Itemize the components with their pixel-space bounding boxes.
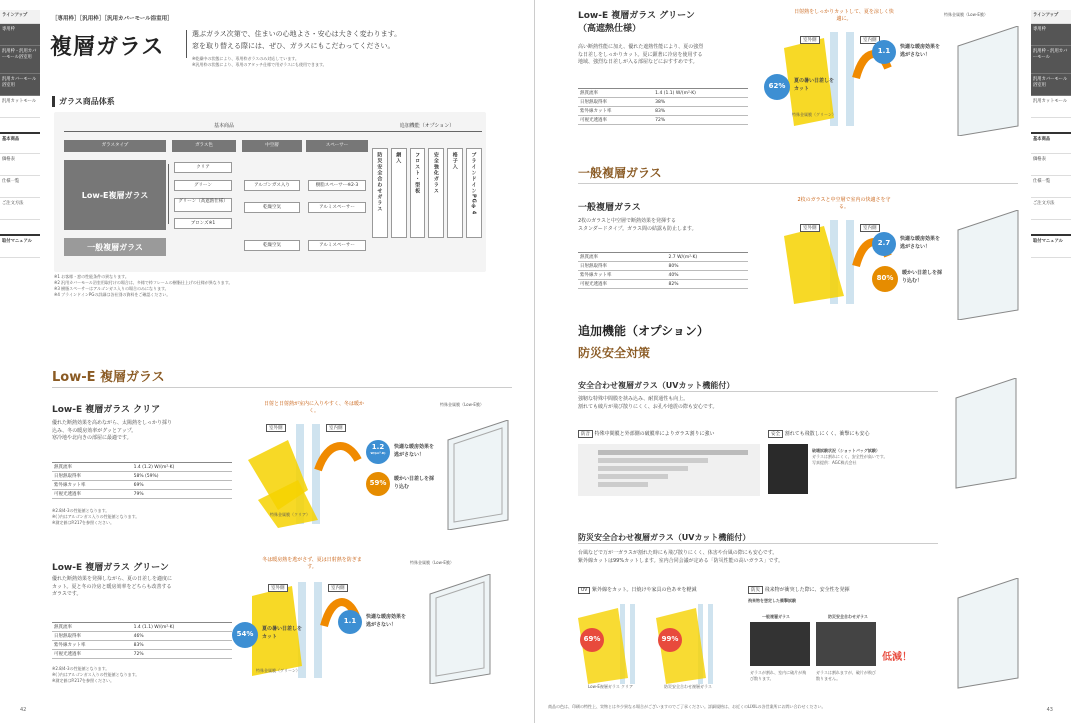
option-title: 追加機能（オプション） (578, 324, 709, 338)
col-glass-type: ガラスタイプ (64, 140, 166, 152)
left-tab-strip (0, 10, 40, 258)
normal-outdoor: 室外側 (800, 224, 820, 232)
tab-basic[interactable]: 基本商品 (0, 132, 40, 154)
page-number-left: 42 (20, 707, 27, 713)
bousai-diagram (578, 598, 738, 694)
page-title: 複層ガラス (50, 35, 165, 60)
uv-feature-2: 安全 割れても飛散しにくく、衝撃にも安心 (768, 430, 870, 438)
normal-badge-1: 2.7 (872, 232, 896, 256)
ghi-badge-2: 1.1 (872, 40, 896, 64)
clear-spec-table: 熱貫流率 1.4 (1.2) W/(m²·K) 日射熱取得率 58% (59%) 紫外線カット率 69% 可視光透過率 79% (52, 462, 232, 499)
uv-window (946, 378, 1026, 498)
ghi-badge-1: 62% (764, 74, 790, 100)
bousai-g2: 防災安全合わせ複層ガラス (664, 684, 712, 689)
lead-text: 選ぶガラス次第で、住まいの心地よさ・安心は大きく変わります。 窓を取り替える際には、ぜひ、ガラスにもこだわってください。 (192, 30, 402, 50)
col-glass-color: ガラス色 (172, 140, 236, 152)
uv-feature-1: 防音 特殊中間膜と外部側の破膜率によりガラス割りに強い (578, 430, 714, 438)
bousai-col2: 防災安全合わせガラス (828, 614, 868, 619)
clear-badge-2: 59% (366, 472, 390, 496)
clear-desc: 優れた断熱効果を高めながら、太陽熱をしっかり採り 込み、冬の暖房効率がグッとアップ。 寒冷地や北向きの部屋に最適です。 (52, 420, 173, 441)
clear-layer-label: 特殊金属膜（クリア） (270, 512, 310, 517)
opt-3: 安全強化ガラス (432, 152, 439, 194)
normal-spec-table: 熱貫流率 2.7 W/(m²·K) 日射熱取得率 80% 紫外線カット率 40% 可視光透過率 82% (578, 252, 748, 289)
layer-dry: 乾燥空気 (244, 202, 300, 213)
clear-glass-diagram (248, 400, 398, 530)
tab-general[interactable]: 汎用枠・汎用カバーモール浴室用 (0, 46, 40, 74)
tab-manual[interactable]: 取付マニュアル (0, 234, 40, 258)
clear-notes: ※2.8/4-3の性能値となります。 ※( )内はアルゴンガス入りの性能値となります。 ※測定値はP.217を参照ください。 (52, 508, 140, 525)
green-desc: 優れた断熱効果を発揮しながら、夏の日差しを適度に カット。夏と冬の冷房と暖房効率をどちらも改善する ガラスです。 (52, 576, 173, 597)
option-header: 追加機能（オプション） (372, 122, 482, 132)
rtab-basic[interactable]: 基本商品 (1031, 132, 1071, 154)
green-badge-2: 1.1 (338, 610, 362, 634)
bousai-title: 防災安全合わせ複層ガラス（UVカット機能付） (578, 532, 938, 544)
tab-spec[interactable]: 仕様一覧 (0, 176, 40, 198)
outdoor-label: 室外側 (266, 424, 286, 432)
lowe-section-title: Low-E 複層ガラス (52, 366, 512, 388)
bousai-sub: 飛来物を想定した衝撃試験 (748, 598, 796, 603)
green-title: Low-E 複層ガラス グリーン (52, 563, 169, 573)
left-page (0, 0, 535, 723)
clear-caption: 日射と日射熱が室内に入りやすく、冬は暖かく。 (264, 401, 364, 414)
bousai-reduce: 低減！ (882, 652, 912, 663)
ghi-diagram (764, 8, 924, 128)
bousai-desc: 台風などで万が一ガラスが割れた時にも飛び散りにくく、体害や台風の際にも安心です。 紫外線カットは99%カットします。室内合同会議が定める「防災性能の高いガラス」です。 (578, 550, 784, 564)
green-badge-1-text: 夏の暑い日差しをカット (262, 626, 303, 640)
clear-window-illustration (438, 420, 518, 530)
rtab-cutmold[interactable]: 汎用カットモール (1031, 96, 1071, 118)
bousai-photo-2 (816, 622, 876, 666)
tab-order[interactable]: ご注文方法 (0, 198, 40, 220)
normal-caption: 2枚のガラスと中空層で室内の快適さを守る。 (797, 197, 891, 210)
clear-badge-1: 1.2 W/(m²·K) (366, 440, 390, 464)
frame-tag: ［専用枠］［汎用枠］［汎用カバーモール浴室用］ (52, 16, 173, 22)
uv-desc: 強靭な特殊中間膜を挟み込み、耐貫通性も向上。 割れても破片が飛び散りにくく、お孔や地震の際も安心です。 (578, 396, 718, 410)
opt-0: 防災安全合わせガラス (376, 152, 383, 212)
normal-indoor: 室内側 (860, 224, 880, 232)
uv-bar-chart (578, 444, 760, 496)
uv-photo-caption: 破壊試験状況（ショットバッグ試験） ガラスは割れにくく、安全性が高いです。 写真提供：AGC株式会社 (812, 448, 888, 465)
ghi-badge-1-text: 夏の暑い日差しをカット (794, 78, 835, 92)
rtab-order[interactable]: ご注文方法 (1031, 198, 1071, 220)
normal-section-title: 一般複層ガラス (578, 164, 1018, 184)
normal-badge-2: 80% (872, 266, 898, 292)
lowe-type-box: Low-E複層ガラス (64, 160, 166, 230)
normal-desc: 2枚のガラスと中空層で断熱効果を発揮する スタンダードタイプ。ガラス間の結露も防止します。 (578, 218, 697, 232)
bousai-badge-2: 99% (658, 628, 682, 652)
ghi-desc: 高い断熱性能に加え、優れた遮熱性能により、夏の強烈 な日差しをしっかりカット。夏に顕著に冷房を使用する 地域、強烈な日差しが入る部屋などにおすすめです。 (578, 44, 704, 65)
bousai-cap2: ガラスは割れますが、破片が飛び散りません。 (816, 670, 876, 681)
ghi-window (948, 26, 1028, 136)
footer-note: 商品の色は、印刷の特性上、実物とは多少異なる場合がございますのでご了承ください。詳細規格は、お近くのLIXILの各営業所にお問い合わせください。 (548, 704, 826, 709)
ghi-title: Low-E 複層ガラス グリーン （高遮熱仕様） (578, 11, 695, 34)
clear-badge-1-text: 快適な暖房効果を逃がさない！ (394, 444, 435, 458)
indoor-label: 室内側 (326, 424, 346, 432)
layer-dry-normal: 乾燥空気 (244, 240, 300, 251)
color-green-hi: グリーン（高遮熱仕様） (174, 198, 232, 212)
uv-test-photo (768, 444, 808, 494)
rtab-spec[interactable]: 仕様一覧 (1031, 176, 1071, 198)
opt-5: ブラインドインPG※4 (470, 152, 477, 216)
title-notes: ※乾燥中の状態により、専用枠ガラスのみ対応しています。 ※汎用枠の状態により、専用のアタッチ仕様で用ガラスにも使用できます。 (192, 56, 327, 67)
green-window-illustration (420, 574, 500, 684)
clear-title: Low-E 複層ガラス クリア (52, 405, 161, 415)
bousai-badge-1: 69% (580, 628, 604, 652)
normal-badge-2-text: 暖かい日差しを採り込む！ (902, 270, 943, 284)
safety-title: 防災安全対策 (578, 346, 651, 360)
base-products-header: 基本商品 (64, 122, 384, 132)
normal-badge-1-text: 快適な暖房効果を逃がさない！ (900, 236, 941, 250)
bousai-photo-1 (750, 622, 810, 666)
green-caption: 冬は暖房熱を逃がさず、夏は日射熱を防ぎます。 (262, 557, 362, 570)
green-spec-label: 特殊金属膜（Low-E膜） (410, 560, 454, 565)
tab-dedicated[interactable]: 専用枠 (0, 24, 40, 46)
green-outdoor-label: 室外側 (268, 584, 288, 592)
clear-spec-label: 特殊金属膜（Low-E膜） (440, 402, 484, 407)
right-page (536, 0, 1071, 723)
green-badge-2-text: 快適な暖房効果を逃がさない！ (366, 614, 407, 628)
rtab-dedicated[interactable]: 専用枠 (1031, 24, 1071, 46)
rtab-manual[interactable]: 取付マニュアル (1031, 234, 1071, 258)
ghi-layer: 特殊金属膜（グリーン） (792, 112, 836, 117)
ghi-spec-table: 熱貫流率 1.4 (1.1) W/(m²·K) 日射熱取得率 38% 紫外線カット率 83% 可視光透過率 72% (578, 88, 748, 125)
ghi-badge-2-text: 快適な暖房効果を逃がさない！ (900, 44, 941, 58)
bousai-sec-feature: 防災 飛来物が衝突した際に、安全性を発揮 (748, 586, 850, 594)
bousai-window (948, 578, 1028, 694)
opt-4: 格子入 (451, 152, 458, 170)
color-bronze: ブロンズ※1 (174, 218, 232, 229)
bousai-col1: 一般複層ガラス (762, 614, 790, 619)
tab-price[interactable]: 価格表 (0, 154, 40, 176)
normal-type-box: 一般複層ガラス (64, 238, 166, 256)
rtab-covermold[interactable]: 汎用カバーモール浴室用 (1031, 74, 1071, 96)
tab-cutmold[interactable]: 汎用カットモール (0, 96, 40, 118)
col-air-layer: 中空層 (242, 140, 302, 152)
page-number-right: 43 (1046, 707, 1053, 713)
spacer-aluminum: アルミスペーサー (308, 202, 366, 213)
normal-window (948, 210, 1028, 320)
color-green: グリーン (174, 180, 232, 191)
spacer-aluminum-normal: アルミスペーサー (308, 240, 366, 251)
clear-badge-2-text: 暖かい日差しを採り込む (394, 476, 435, 490)
green-spec-table: 熱貫流率 1.4 (1.1) W/(m²·K) 日射熱取得率 46% 紫外線カット率 83% 可視光透過率 72% (52, 622, 232, 659)
bousai-g1: Low-E複層ガラス クリア (588, 684, 633, 689)
uv-title: 安全合わせ複層ガラス（UVカット機能付） (578, 380, 938, 392)
green-notes: ※2.8/4-3の性能値となります。 ※( )内はアルゴンガス入りの性能値となります。 ※測定値はP.217を参照ください。 (52, 666, 140, 683)
color-clear: クリア (174, 162, 232, 173)
green-indoor-label: 室内側 (328, 584, 348, 592)
layer-argon: アルゴンガス入り (244, 180, 300, 191)
option-columns (372, 148, 482, 238)
rtab-price[interactable]: 価格表 (1031, 154, 1071, 176)
opt-1: 網入 (395, 152, 402, 164)
normal-diagram (764, 196, 924, 306)
bousai-uv-feature: UV 紫外線をカット。日焼けや家具の色あせを軽減 (578, 586, 696, 594)
opt-2: フロスト・型板 (414, 152, 421, 194)
spacer-resin: 樹脂スペーサー※2·3 (308, 180, 366, 191)
system-heading: ガラス商品体系 (52, 96, 115, 107)
green-badge-1: 54% (232, 622, 258, 648)
tab-covermold[interactable]: 汎用カバーモール浴室用 (0, 74, 40, 96)
ghi-indoor: 室内側 (860, 36, 880, 44)
bousai-cap1: ガラスが割れ、室内に破片が飛び散ります。 (750, 670, 807, 681)
system-notes: ※1 お客様・窓の性能条件の異なります。 ※2 汎用カバーモール浴室用取付けの場合は、多様で枠フレームの樹脂仕上げの仕様が異なります。 ※3 樹脂スペーサーはアルゴンガス入りの場合のみになります。 ※4 ブラインドインPGの詳細は各社別の資料をご確認ください。 (54, 274, 233, 297)
ghi-spec-label: 特殊金属膜（Low-E膜） (944, 12, 988, 17)
col-spacer: スペーサー (306, 140, 368, 152)
tab-lineup[interactable]: ラインアップ (0, 10, 40, 24)
ghi-outdoor: 室外側 (800, 36, 820, 44)
right-tab-strip (1031, 10, 1071, 258)
rtab-general[interactable]: 汎用枠・汎用カバーモール (1031, 46, 1071, 74)
rtab-lineup[interactable]: ラインアップ (1031, 10, 1071, 24)
normal-title: 一般複層ガラス (578, 203, 641, 213)
glass-system-diagram (54, 112, 486, 272)
ghi-caption: 日射熱をしっかりカットして、夏を涼しく快適に。 (794, 9, 894, 22)
green-layer-label: 特殊金属膜（グリーン） (256, 668, 300, 673)
